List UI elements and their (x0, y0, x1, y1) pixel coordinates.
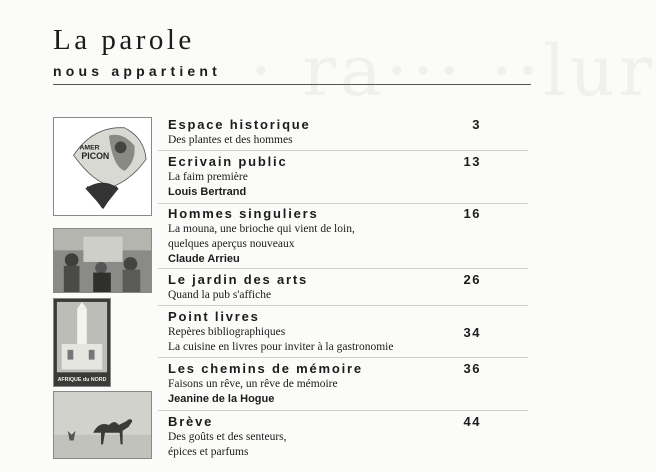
entry-title: Le jardin des arts (168, 272, 309, 287)
picon-text-2: PICON (81, 151, 110, 162)
page-number: 36 (463, 361, 481, 376)
entry-title: Brève (168, 414, 214, 429)
separator (158, 268, 528, 269)
afrique-poster (54, 299, 110, 386)
entry-line: La mouna, une brioche qui vient de loin, (168, 223, 355, 235)
entry-line: La cuisine en livres pour inviter à la gastronomie (168, 341, 394, 353)
page-number: 16 (463, 206, 481, 221)
camel-image (53, 391, 152, 459)
entry-line: épices et parfums (168, 446, 249, 458)
market-painting-image (53, 228, 152, 293)
page-number: 34 (463, 325, 481, 340)
toc-entry[interactable] (168, 309, 481, 355)
entry-line: Des goûts et des senteurs, (168, 431, 287, 443)
page-number: 3 (472, 117, 481, 132)
entry-author: Louis Bertrand (168, 186, 247, 198)
toc-entry[interactable] (168, 414, 481, 460)
picon-fan-image (53, 117, 152, 216)
picon-text-1: AMER (79, 144, 100, 152)
entry-title: Hommes singuliers (168, 206, 319, 221)
entry-line: Des plantes et des hommes (168, 134, 293, 146)
background-watermark: · ra··· ··lur (250, 30, 656, 112)
picon-fan-illustration (54, 118, 151, 215)
afrique-poster-text: AFRIQUE du NORD (57, 377, 107, 384)
separator (158, 410, 528, 411)
page-number: 26 (463, 272, 481, 287)
entry-line: La faim première (168, 171, 248, 183)
entry-line: quelques aperçus nouveaux (168, 238, 295, 250)
header-rule (53, 84, 531, 85)
entry-line: Quand la pub s'affiche (168, 289, 272, 301)
page-title: La parole (53, 24, 195, 56)
separator (158, 305, 528, 306)
toc-entry[interactable] (168, 361, 481, 407)
toc-entry[interactable] (168, 206, 481, 267)
entry-line: Faisons un rêve, un rêve de mémoire (168, 378, 338, 390)
market-painting (54, 229, 151, 292)
separator (158, 357, 528, 358)
page-subtitle: nous appartient (53, 63, 222, 79)
entry-title: Ecrivain public (168, 154, 288, 169)
camel-illustration (54, 392, 151, 458)
page-number: 44 (463, 414, 481, 429)
separator (158, 203, 528, 204)
afrique-poster-image (53, 298, 111, 387)
entry-author: Claude Arrieu (168, 253, 240, 265)
toc-entry[interactable] (168, 154, 481, 200)
entry-line: Repères bibliographiques (168, 326, 286, 338)
page-number: 13 (463, 154, 481, 169)
toc-entry[interactable] (168, 272, 481, 303)
toc-entry[interactable] (168, 117, 481, 148)
separator (158, 150, 528, 151)
entry-author: Jeanine de la Hogue (168, 393, 275, 405)
entry-title: Point livres (168, 309, 260, 324)
entry-title: Espace historique (168, 117, 311, 132)
entry-title: Les chemins de mémoire (168, 361, 363, 376)
